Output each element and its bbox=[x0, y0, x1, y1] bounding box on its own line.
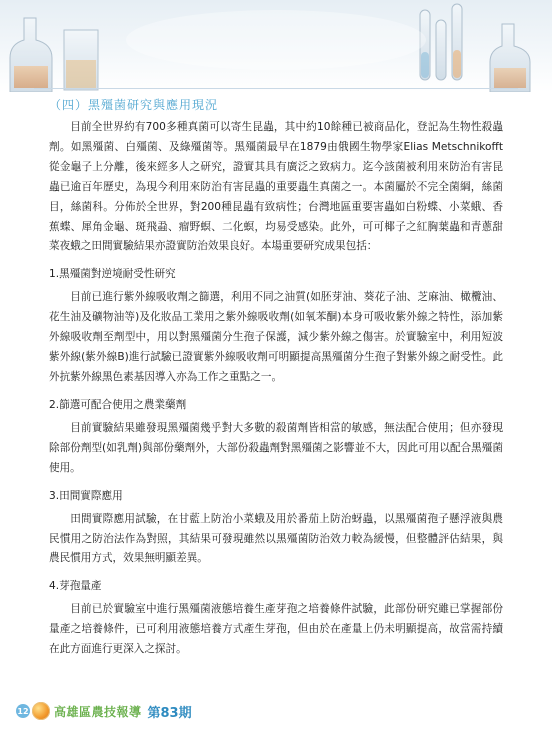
header-banner bbox=[0, 0, 552, 92]
item-body: 目前已進行紫外線吸收劑之篩選，利用不同之油質(如胚芽油、葵花子油、芝麻油、橄欖油、花生油及礦物油等)及化妝品工業用之紫外線吸收劑(如氧苯酮)本身可吸收紫外線之特性，添加紫外線吸收劑至劑型中，用以對黑殭菌分生孢子保護，減少紫外線之傷害。於實驗室中，利用短波紫外線(紫外線B)進行試驗已證實紫外線吸收劑可明顯提高黑殭菌分生孢子對紫外線之耐受性。此外抗紫外線黑色素基因導入亦為工作之重點之一。 bbox=[49, 291, 503, 383]
publication-name: 高雄區農技報導 bbox=[54, 704, 142, 719]
item-heading: 2.篩選可配合使用之農業藥劑 bbox=[49, 398, 187, 411]
item-heading: 1.黑殭菌對逆境耐受性研究 bbox=[49, 268, 176, 281]
page-footer bbox=[16, 700, 192, 722]
intro-paragraph: 目前全世界約有700多種真菌可以寄生昆蟲，其中約10餘種已被商品化，登記為生物性殺蟲劑。如黑殭菌、白殭菌、及綠殭菌等。黑殭菌最早在1879由俄國生物學家Elias Metschnikofft從金龜子上分離，後來經多人之研究，證實其具有廣泛之致病力。迄今該菌被利用來防治有害昆蟲已逾百年歷史，為現今利用來防治有害昆蟲的重要蟲生真菌之一。本菌屬於不完全菌綱，絲菌目，絲菌科。分佈於全世界，對200種昆蟲有致病性；台灣地區重要害蟲如白粉蝶、小菜蛾、香蕉蝶、犀角金龜、斑飛蝨、瘤野螟、二化螟，均易受感染。此外，可可椰子之紅胸葉蟲和青蔥甜菜夜蛾之田間實驗結果亦證實防治效果良好。本場重要研究成果包括： bbox=[49, 121, 503, 253]
item-heading: 4.芽孢量產 bbox=[49, 580, 102, 593]
page-number: 12 bbox=[16, 704, 30, 718]
section-title: （四）黑殭菌研究與應用現況 bbox=[49, 98, 219, 112]
item-heading: 3.田間實際應用 bbox=[49, 489, 123, 502]
header-divider bbox=[34, 88, 518, 89]
item-body: 目前實驗結果雖發現黑殭菌幾乎對大多數的殺菌劑皆相當的敏感，無法配合使用；但亦發現除部份劑型(如乳劑)與部份藥劑外，大部份殺蟲劑對黑殭菌之影響並不大，因此可用以配合黑殭菌使用。 bbox=[49, 421, 503, 474]
item-body: 目前已於實驗室中進行黑殭菌液態培養生產芽孢之培養條件試驗，此部份研究雖已掌握部份量產之培養條件，已可利用液態培養方式產生芽孢，但由於在產量上仍未明顯提高，故當需持續在此方面進行更深入之探討。 bbox=[49, 603, 503, 656]
article-body bbox=[49, 118, 503, 660]
issue-number: 第83期 bbox=[147, 705, 192, 721]
publication-logo-icon bbox=[32, 702, 50, 720]
item-body: 田間實際應用試驗，在甘藍上防治小菜蛾及用於番茄上防治蚜蟲，以黑殭菌孢子懸浮液與農民慣用之防治法作為對照，其結果可發現雖然以黑殭菌防治效力較為緩慢，但整體評估結果，與農民慣用方式，效果無明顯差異。 bbox=[49, 512, 503, 565]
lab-glassware-illustration bbox=[0, 0, 552, 92]
